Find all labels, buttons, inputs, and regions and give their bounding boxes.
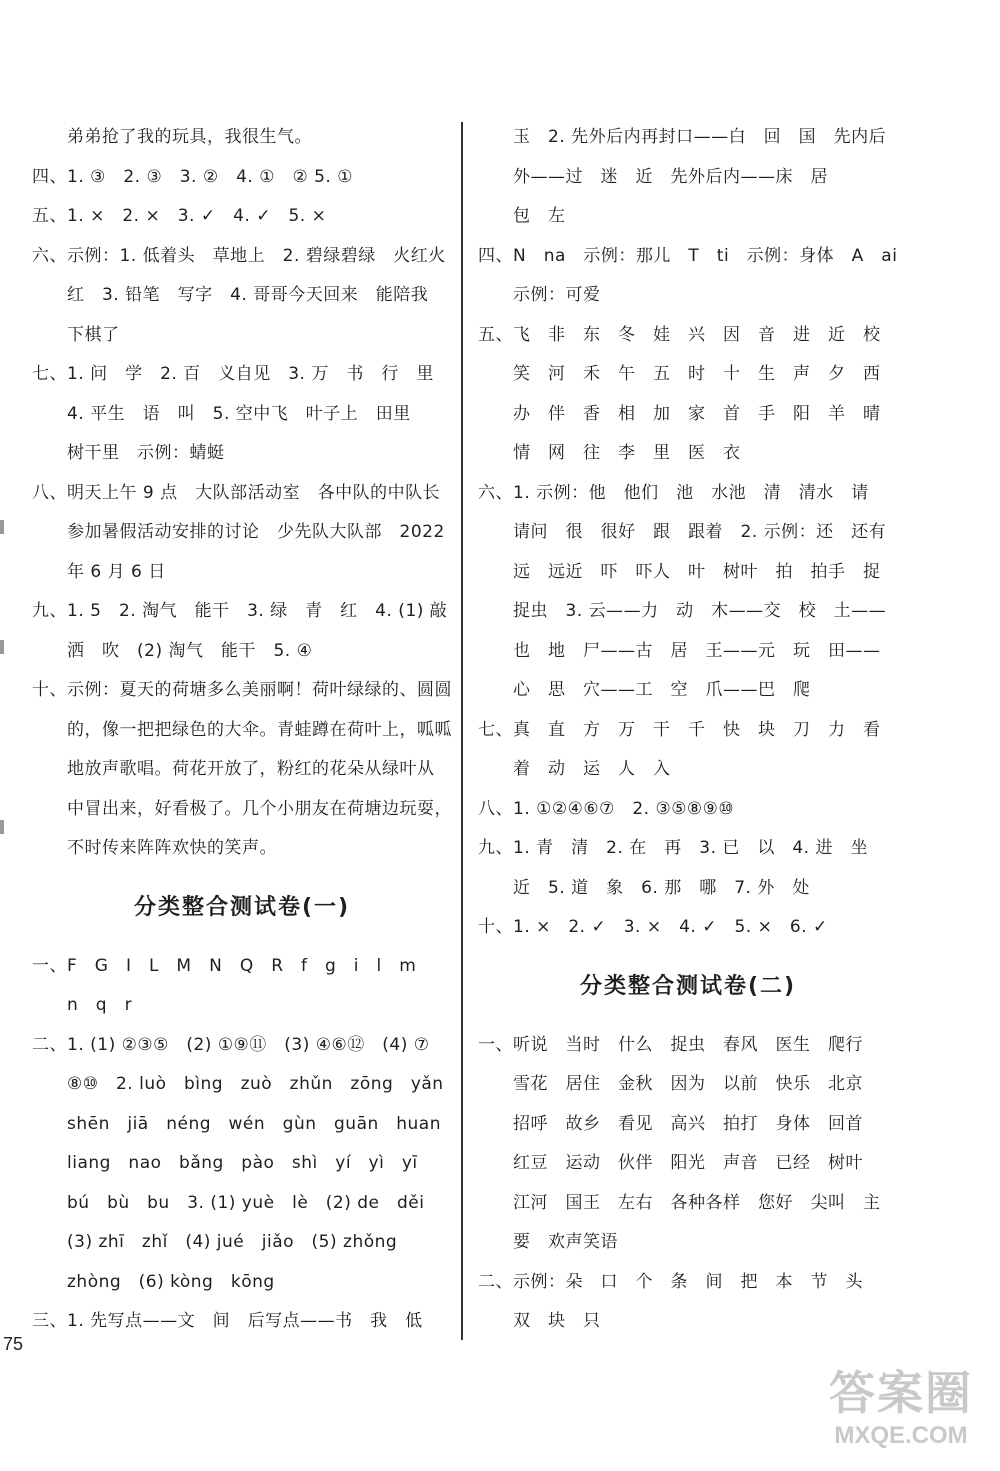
answer-line: 红 3. 铅笔 写字 4. 哥哥今天回来 能陪我 [32,285,429,305]
answer-line: 八、1. ①②④⑥⑦ 2. ③⑤⑧⑨⑩ [478,798,735,819]
answer-line: 一、听说 当时 什么 捉虫 春风 医生 爬行 [478,1034,863,1055]
watermark-logo-text: 答案圈 [829,1366,973,1420]
answer-line: 中冒出来，好看极了。几个小朋友在荷塘边玩耍， [32,798,452,819]
answer-line: 近 5. 道 象 6. 那 哪 7. 外 处 [478,877,810,898]
answer-line: 四、1. ③ 2. ③ 3. ② 4. ① ② 5. ① [32,166,353,187]
answer-line: n q r [32,995,133,1015]
answer-line: 江河 国王 左右 各种各样 您好 尖叫 主 [478,1192,881,1213]
answer-line: 地放声歌唱。荷花开放了，粉红的花朵从绿叶从 [32,759,435,779]
page-number: 75 [3,1334,24,1354]
answer-line: shēn jiā néng wén gùn guān huan [32,1113,442,1134]
left-column [32,118,452,1342]
answer-line: 远 远近 吓 吓人 叶 树叶 拍 拍手 捉 [478,561,881,582]
answer-line: 六、示例：1. 低着头 草地上 2. 碧绿碧绿 火红火 [32,245,446,266]
answer-line: ⑧⑩ 2. luò bìng zuò zhǔn zōng yǎn [32,1074,444,1094]
answer-line: 下棋了 [32,324,120,345]
answer-line: 六、1. 示例：他 他们 池 水池 清 清水 请 [478,482,869,503]
answer-line: liang nao bǎng pào shì yí yì yī [32,1153,418,1173]
answer-line: 也 地 尸——古 居 王——元 玩 田—— [478,640,881,661]
answer-line: 五、飞 非 东 冬 娃 兴 因 音 进 近 校 [478,324,881,345]
answer-line: 玉 2. 先外后内再封口——白 回 国 先内后 [478,127,887,147]
answer-line: 五、1. × 2. × 3. ✓ 4. ✓ 5. × [32,206,327,226]
answer-line: 弟弟抢了我的玩具，我很生气。 [32,127,312,147]
answer-line: zhòng (6) kòng kōng [32,1271,275,1292]
answer-line: bú bù bu 3. (1) yuè lè (2) de děi [32,1192,425,1213]
answer-line: 招呼 故乡 看见 高兴 拍打 身体 回首 [478,1113,863,1134]
answer-line: 七、真 直 方 万 干 千 快 块 刀 力 看 [478,719,881,740]
answer-line: 着 动 运 人 入 [478,759,671,779]
answer-line: 八、明天上午 9 点 大队部活动室 各中队的中队长 [32,482,441,503]
answer-line: 红豆 运动 伙伴 阳光 声音 已经 树叶 [478,1153,863,1173]
answer-line: 办 伴 香 相 加 家 首 手 阳 羊 晴 [478,403,881,424]
section-title: 分类整合测试卷(二) [579,973,797,999]
answer-line: 年 6 月 6 日 [32,561,166,582]
column-divider [461,122,463,1340]
answer-line: 情 网 往 李 里 医 衣 [478,443,741,463]
answer-block [32,947,452,1342]
binding-mark [0,640,4,654]
answer-line: 双 块 只 [478,1311,601,1331]
binding-mark [0,820,4,834]
answer-line: 二、示例：朵 口 个 条 间 把 本 节 头 [478,1271,863,1292]
answer-line: 一、F G I L M N Q R f g i l m [32,955,417,976]
answer-line: 四、N na 示例：那儿 T ti 示例：身体 A ai [478,245,898,266]
answer-line: 笑 河 禾 午 五 时 十 生 声 夕 西 [478,364,881,384]
answer-line: 请问 很 很好 跟 跟着 2. 示例：还 还有 [478,522,887,542]
answer-line: 捉虫 3. 云——力 动 木——交 校 土—— [478,601,887,621]
answer-line: (3) zhī zhǐ (4) jué jiǎo (5) zhǒng [32,1232,398,1252]
answer-line: 十、1. × 2. ✓ 3. × 4. ✓ 5. × 6. ✓ [478,917,828,937]
binding-mark [0,520,4,534]
answer-line: 洒 吹 (2) 淘气 能干 5. ④ [32,640,313,661]
answer-line: 参加暑假活动安排的讨论 少先队大队部 2022 [32,522,445,542]
answer-line: 4. 平生 语 叫 5. 空中飞 叶子上 田里 [32,403,411,424]
right-column [478,118,898,1342]
answer-line: 三、1. 先写点——文 间 后写点——书 我 低 [32,1311,423,1331]
answer-line: 雪花 居住 金秋 因为 以前 快乐 北京 [478,1074,863,1094]
answer-line: 心 思 穴——工 空 爪——巴 爬 [478,680,811,700]
answer-line: 包 左 [478,206,566,226]
answer-line: 外——过 迷 近 先外后内——床 居 [478,166,828,187]
answer-line: 树干里 示例：蜻蜓 [32,443,225,463]
answer-line: 二、1. (1) ②③⑤ (2) ①⑨⑪ (3) ④⑥⑫ (4) ⑦ [32,1034,430,1055]
section-title: 分类整合测试卷(一) [133,894,351,920]
answer-block [478,1026,898,1342]
answer-line: 九、1. 5 2. 淘气 能干 3. 绿 青 红 4. (1) 敲 [32,601,448,621]
watermark-logo [816,1365,986,1463]
watermark-domain: MXQE.COM [834,1422,968,1449]
answer-line: 的，像一把把绿色的大伞。青蛙蹲在荷叶上，呱呱 [32,719,452,740]
answer-line: 示例：可爱 [478,285,601,305]
answer-line: 九、1. 青 清 2. 在 再 3. 已 以 4. 进 坐 [478,838,868,858]
answer-block [478,118,898,948]
answer-line: 要 欢声笑语 [478,1232,618,1252]
answer-line: 十、示例：夏天的荷塘多么美丽啊！荷叶绿绿的、圆圆 [32,680,452,700]
answer-line: 不时传来阵阵欢快的笑声。 [32,838,277,858]
answer-block [32,118,452,869]
answer-line: 七、1. 问 学 2. 百 义自见 3. 万 书 行 里 [32,364,434,384]
